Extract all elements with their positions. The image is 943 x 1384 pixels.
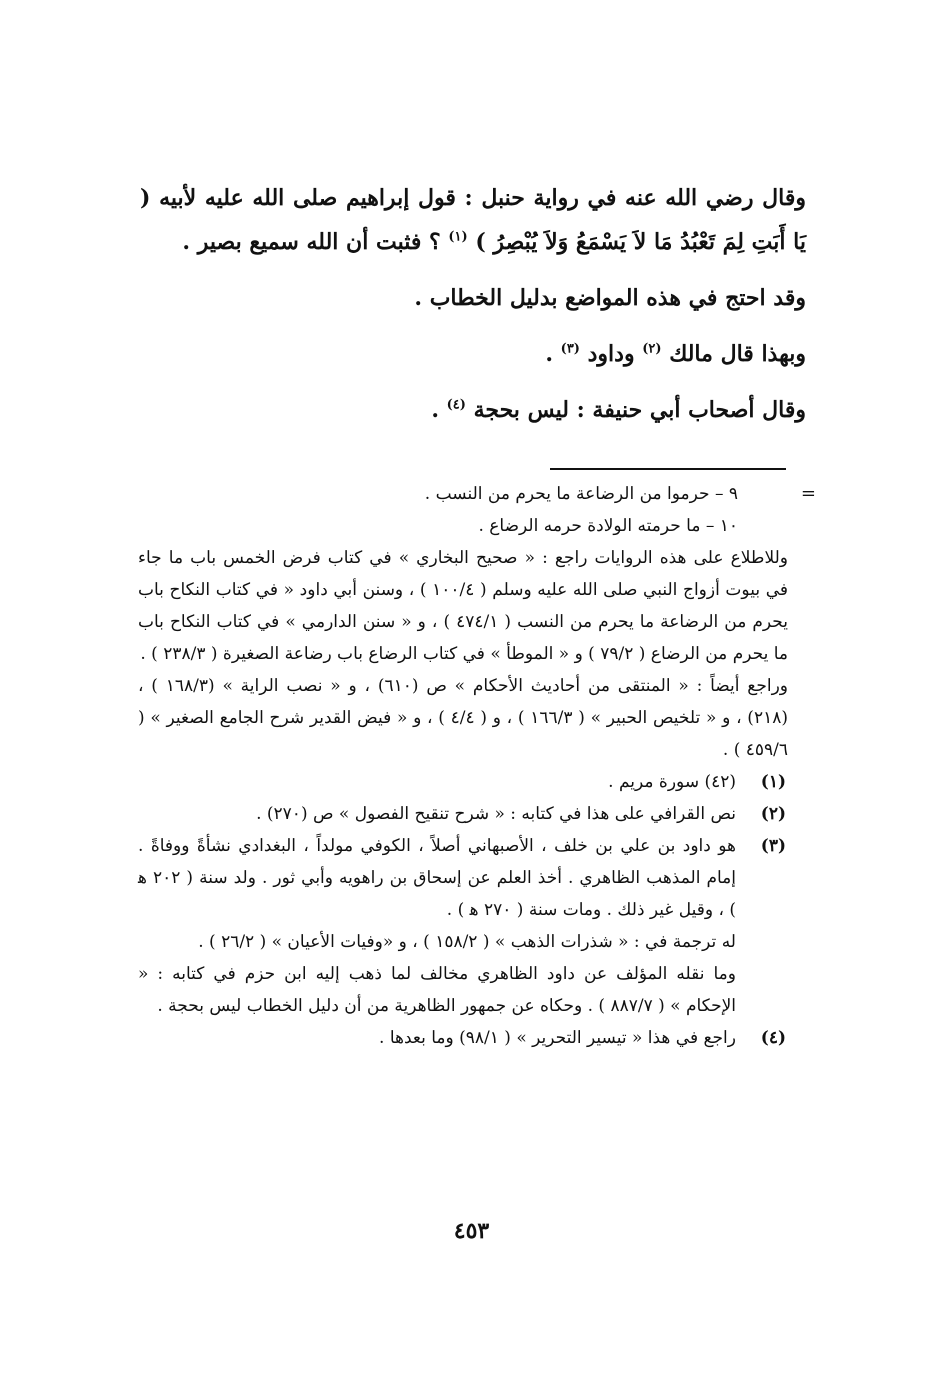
main-paragraph-tail: ؟ فثبت أن الله سميع بصير .	[182, 229, 449, 255]
main-paragraph	[140, 276, 806, 320]
footnote-text: (٤٢) سورة مريم .	[608, 772, 736, 792]
main-paragraph-text: .	[545, 341, 561, 367]
footnotes	[138, 478, 816, 1054]
main-paragraph-text: وبهذا قال مالك	[661, 341, 806, 367]
footnote-ref[interactable]: (٣)	[560, 341, 580, 357]
footnote-text: نص القرافي على هذا في كتابه : « شرح تنقيح الفصول » ص (٢٧٠) .	[256, 804, 736, 824]
main-paragraph-text: .	[431, 397, 447, 423]
footnote-separator	[550, 468, 786, 470]
footnote-number: (٢)	[760, 804, 786, 824]
footnote-item	[138, 798, 788, 830]
main-paragraph	[140, 176, 806, 264]
main-paragraph-text: وقال أصحاب أبي حنيفة : ليس بحجة	[465, 397, 806, 423]
footnote-paragraph: وللاطلاع على هذه الروايات راجع : « صحيح البخاري » في كتاب فرض الخمس باب ما جاء في بيوت أزواج النبي صلى الله عليه وسلم ( ١٠٠/٤ ) ، وسنن أبي داود « في كتاب النكاح باب يحرم من الرضاعة ما يحرم من النسب ( ٤٧٤/١ ) ، و « سنن الدارمي » في كتاب النكاح باب ما يحرم من الرضاع ( ٧٩/٢ ) و « الموطأ » في كتاب الرضاع باب رضاعة الصغيرة ( ٢٣٨/٣ ) .	[138, 548, 788, 664]
main-paragraph-text: وقد احتج في هذه المواضع بدليل الخطاب .	[414, 285, 806, 311]
footnote-line: ٩ – حرموا من الرضاعة ما يحرم من النسب .	[424, 484, 738, 504]
footnote-ref[interactable]: (١)	[448, 229, 468, 245]
footnote-text: راجع في هذا « تيسير التحرير » ( ٩٨/١) وما بعدها .	[379, 1028, 736, 1048]
footnote-item	[138, 1022, 788, 1054]
main-paragraph	[140, 332, 806, 376]
footnote-item	[138, 830, 788, 1022]
continuation-mark: =	[800, 483, 816, 504]
footnote-number: (١)	[760, 772, 786, 792]
main-text	[140, 176, 806, 432]
footnote-text: هو داود بن علي بن خلف ، الأصبهاني أصلاً ، الكوفي مولداً ، البغدادي نشأةً ووفاةً . إمام المذهب الظاهري . أخذ العلم عن إسحاق بن راهويه وأبي ثور . ولد سنة ( ٢٠٢ ﻫ ) ، وقيل غير ذلك . ومات سنة ( ٢٧٠ ﻫ ) .	[138, 836, 736, 920]
main-paragraph-text: وداود	[579, 341, 643, 367]
footnote-number: (٣)	[760, 836, 786, 856]
footnote-text: له ترجمة في : « شذرات الذهب » ( ١٥٨/٢ ) ، و «وفيات الأعيان » ( ٢٦/٢ ) .	[198, 932, 736, 952]
footnote-ref[interactable]: (٢)	[642, 341, 662, 357]
main-paragraph	[140, 388, 806, 432]
footnote-text: وما نقله المؤلف عن داود الظاهري مخالف لما ذهب إليه ابن حزم في كتابه : « الإحكام » ( ٨٨٧/٧ ) . وحكاه عن جمهور الظاهرية من أن دليل الخطاب ليس بحجة .	[138, 964, 736, 1016]
footnote-line: ١٠ – ما حرمته الولادة حرمه الرضاع .	[478, 516, 738, 536]
footnote-ref[interactable]: (٤)	[446, 397, 466, 413]
page-number: ٤٥٣	[453, 1218, 490, 1244]
footnote-paragraph: وراجع أيضاً : « المنتقى من أحاديث الأحكام » ص (٦١٠) ، و « نصب الراية » (١٦٨/٣ ) ، (٢١٨) ، و « تلخيص الحبير » ( ١٦٦/٣ ) ، و ( ٤/٤ ) ، و « فيض القدير شرح الجامع الصغير » ( ٤٥٩/٦ ) .	[138, 676, 788, 760]
quran-quote-text: وقال رضي الله عنه في رواية حنبل : قول إبراهيم صلى الله عليه لأبيه ( يَا أَبَتِ لِمَ تَعْبُدُ مَا لاَ يَسْمَعُ وَلاَ يُبْصِرُ )	[140, 185, 806, 255]
footnote-number: (٤)	[760, 1028, 786, 1048]
footnote-item	[138, 766, 788, 798]
